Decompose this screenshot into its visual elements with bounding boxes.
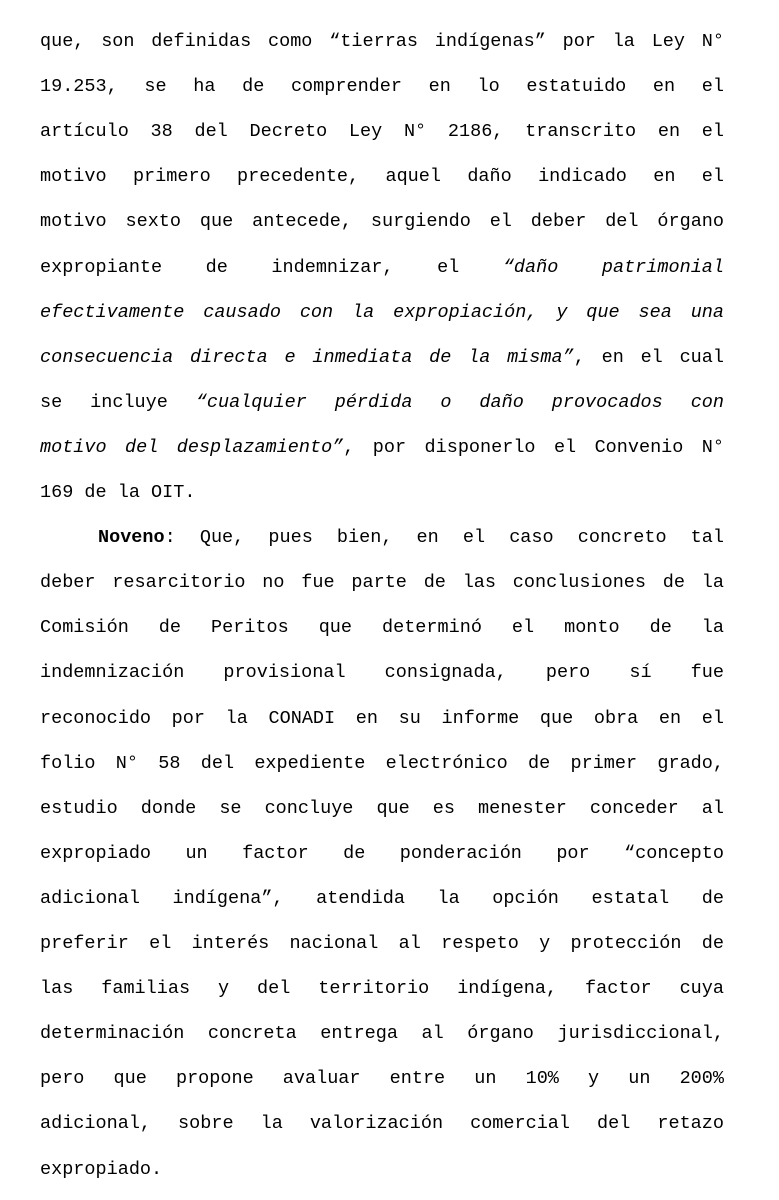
text-segment: preferir el interés nacional al respeto y protección de xyxy=(40,933,724,954)
text-line xyxy=(40,1064,724,1094)
text-segment: artículo 38 del Decreto Ley N° 2186, transcrito en el xyxy=(40,121,724,143)
text-line xyxy=(40,839,724,869)
text-line xyxy=(40,117,724,147)
text-line xyxy=(40,388,724,418)
text-line xyxy=(40,343,724,373)
quoted-text: motivo del desplazamiento” xyxy=(40,436,344,458)
text-segment: expropiante de indemnizar, el xyxy=(40,256,503,278)
quoted-text: consecuencia directa e inmediata de la misma” xyxy=(40,346,574,368)
text-segment: reconocido por la CONADI en su informe que obra en el xyxy=(40,707,724,729)
quoted-text: “daño patrimonial xyxy=(502,256,724,278)
text-segment: indemnización provisional consignada, pero sí fue xyxy=(40,662,724,684)
text-segment: pero que propone avaluar entre un 10% y un 200% xyxy=(40,1068,724,1090)
text-line xyxy=(40,884,724,914)
text-segment: Comisión de Peritos que determinó el monto de la xyxy=(40,617,724,639)
text-line xyxy=(98,523,724,553)
text-line xyxy=(40,568,724,598)
text-segment: folio N° 58 del expediente electrónico de primer grado, xyxy=(40,752,724,774)
text-segment: 19.253, se ha de comprender en lo estatuido en el xyxy=(40,76,724,98)
text-segment: se incluye xyxy=(40,391,196,413)
text-segment: que, son definidas como “tierras indígenas” por la Ley N° xyxy=(40,31,724,52)
text-line xyxy=(40,1019,724,1049)
text-segment: : Que, pues bien, en el caso concreto tal xyxy=(164,527,724,549)
text-segment: expropiado un factor de ponderación por “concepto xyxy=(40,842,724,864)
text-segment: expropiado. xyxy=(40,1158,163,1180)
text-segment: , en el cual xyxy=(573,346,724,368)
text-line xyxy=(40,749,724,779)
text-segment: motivo sexto que antecede, surgiendo el deber del órgano xyxy=(40,211,724,233)
text-line xyxy=(40,253,724,283)
text-line xyxy=(40,1155,724,1185)
text-segment: motivo primero precedente, aquel daño indicado en el xyxy=(40,166,724,188)
text-segment: estudio donde se concluye que es menester conceder al xyxy=(40,797,724,819)
text-line xyxy=(40,162,724,192)
text-line xyxy=(40,613,724,643)
quoted-text: “cualquier pérdida o daño provocados con xyxy=(195,391,724,413)
text-line xyxy=(40,433,724,463)
text-segment: determinación concreta entrega al órgano jurisdiccional, xyxy=(40,1023,724,1045)
text-line xyxy=(40,658,724,688)
text-line xyxy=(40,794,724,824)
text-line xyxy=(40,1109,724,1139)
quoted-text: efectivamente causado con la expropiación, y que sea una xyxy=(40,301,724,323)
section-heading: Noveno xyxy=(98,527,165,549)
text-segment: adicional indígena”, atendida la opción estatal de xyxy=(40,887,724,909)
text-line xyxy=(40,974,724,1004)
text-line xyxy=(40,704,724,734)
text-line xyxy=(40,298,724,328)
text-line xyxy=(40,478,724,508)
text-line xyxy=(40,929,724,959)
text-segment: , por disponerlo el Convenio N° xyxy=(343,436,724,458)
text-line xyxy=(40,72,724,102)
text-segment: las familias y del territorio indígena, factor cuya xyxy=(40,978,724,1000)
text-segment: adicional, sobre la valorización comercial del retazo xyxy=(40,1113,724,1135)
text-segment: deber resarcitorio no fue parte de las conclusiones de la xyxy=(40,572,724,594)
text-line xyxy=(40,27,724,57)
text-line xyxy=(40,207,724,237)
text-segment: 169 de la OIT. xyxy=(40,482,196,503)
